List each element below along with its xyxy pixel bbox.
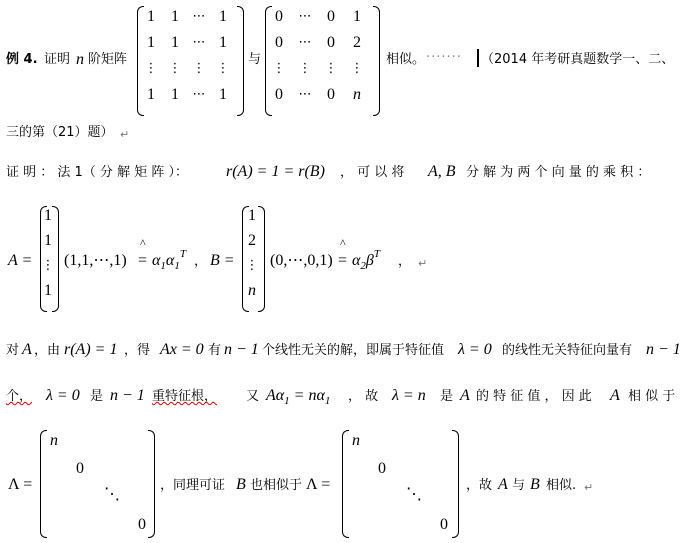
ddots: ⋱ [406,486,422,503]
matrix-cell: ⋯ [298,35,312,50]
matrix-cell: 1 [219,34,227,51]
matrix-cell: 1 [353,8,361,25]
ddots: ⋱ [104,486,120,503]
alpha1: $\alpha_1\alpha_1^T$ [152,248,186,272]
diag-zero: 0 [378,460,386,477]
math-b-eq: B = [210,252,235,269]
return-mark: ↵ [584,481,594,494]
matrix-cell: ⋮ [298,61,312,76]
math-rank: r(A) = 1 = r(B) [226,163,325,180]
matrix-cell: 0 [275,8,283,25]
matrix-cell: 1 [219,8,227,25]
text: 是 [440,389,454,404]
vector-cell: ⋮ [41,258,55,273]
vector-cell: 1 [44,282,52,299]
text: 相似。 [386,52,426,67]
hat-mark: ^ [340,236,346,250]
text: 阶矩阵 [88,52,128,67]
math-a-eq: A = [8,252,33,269]
math-b: B [530,476,540,493]
math-a: A [610,387,620,404]
matrix-cell: ⋯ [298,87,312,102]
return-mark: ↵ [120,128,130,141]
leader-dots: ······· [426,50,462,65]
diag-zero: 0 [76,460,84,477]
text: 的 特 征 值 ， 因 此 [476,389,592,404]
text: ， 可 以 将 [340,165,405,180]
matrix-cell: ⋯ [192,35,206,50]
row-vector-1: (1,1,⋯,1) [64,252,127,269]
math-n1: n − 1 [110,387,145,404]
matrix-cell: ⋮ [144,61,158,76]
matrix-cell: ⋮ [192,61,206,76]
text: ，同理可证 [160,478,226,493]
equals: = [338,252,348,269]
text: 相似. [546,478,577,493]
diag1-right-bracket [148,430,155,538]
matrix-cell: 0 [327,34,335,51]
source-note: （2014 年考研真题数学一、二、 [481,52,675,67]
text: 与 [248,52,262,67]
text: 又 [246,389,260,404]
diag-corner: 0 [440,516,448,533]
math-lambda-eq: Λ = [8,476,33,493]
text: 也相似于 [250,478,303,493]
matrix-cell: 1 [171,86,179,103]
math-a-alpha: $A\alpha_1 = n\alpha_1$ [266,387,331,407]
matrix-cell: 1 [171,8,179,25]
matrix-cell: 0 [275,34,283,51]
equals: = [138,252,148,269]
math-ab: A, B [428,163,456,180]
text: 的线性无关特征向量有 [502,343,633,358]
math-ax: Ax = 0 [160,341,204,358]
matrix-cell: ⋮ [272,61,286,76]
math-n1: n − 1 [646,341,681,358]
example-label: 例 4. [6,52,38,67]
text: 证 明 ： 法 1（ 分 解 矩 阵 ）： [6,165,188,180]
matrix-cell: ⋯ [298,9,312,24]
math-b: B [236,476,246,493]
text: 相 似 于 [628,389,676,404]
math-lambda-n: λ = n [392,387,426,404]
diag2-right-bracket [452,430,459,538]
diag1-left-bracket [40,430,47,538]
text: 对 [6,343,20,358]
math-a: A [498,476,508,493]
vector-cell: 1 [248,207,256,224]
text: ，故 [466,478,493,493]
matrix-cell: 1 [147,8,155,25]
text: 个线性无关的解，即属于特征值 [262,343,445,358]
math-ra: r(A) = 1 [64,341,118,358]
row-vector-2: (0,⋯,0,1) [270,252,333,269]
matrix-cell: 0 [327,86,335,103]
math-lambda-eq: Λ = [306,476,331,493]
vector-cell: 1 [44,232,52,249]
diag-n: n [50,432,58,449]
text: 证明 [44,52,71,67]
return-mark: ↵ [418,257,428,270]
vector-cell: 1 [44,207,52,224]
math-a: A [460,387,470,404]
text: ，由 [34,343,61,358]
math-lambda0: λ = 0 [458,341,492,358]
vector-cell: n [248,282,256,299]
math-a: A [22,341,32,358]
text: 是 [90,389,104,404]
text: ，得 [124,343,151,358]
text: ， 故 [348,389,379,404]
matrix-a-right-bracket [237,6,244,116]
matrix-cell: ⋮ [216,61,230,76]
text: 与 [512,478,526,493]
hat-mark: ^ [140,236,146,250]
math-n1: n − 1 [224,341,259,358]
matrix-cell: 1 [219,86,227,103]
alpha2-beta: $\alpha_2\beta^T$ [352,248,380,272]
matrix-cell: ⋮ [350,61,364,76]
text: 分 解 为 两 个 向 量 的 乘 积 ： [466,165,651,180]
math-lambda0: λ = 0 [46,387,80,404]
matrix-cell: 2 [353,34,361,51]
matrix-cell: 1 [147,86,155,103]
matrix-b-right-bracket [373,6,380,116]
text: 个， [6,389,33,404]
comma: ， [398,254,412,269]
matrix-cell: ⋯ [192,87,206,102]
vector-cell: 2 [248,232,256,249]
matrix-cell: ⋯ [192,9,206,24]
math-n: n [76,51,84,68]
matrix-cell: 0 [327,8,335,25]
comma: ， [194,254,208,269]
text: 有 [208,343,222,358]
text-cursor [477,49,479,67]
diag2-left-bracket [342,430,349,538]
matrix-cell: 1 [171,34,179,51]
vector-cell: ⋮ [245,258,259,273]
matrix-cell: ⋮ [168,61,182,76]
matrix-cell: 0 [275,86,283,103]
text: 重特征根， [152,389,218,404]
diag-corner: 0 [138,516,146,533]
matrix-cell: 1 [147,34,155,51]
matrix-cell: n [353,86,361,103]
diag-n: n [352,432,360,449]
source-note-cont: 三的第（21）题） [6,125,114,140]
matrix-cell: ⋮ [324,61,338,76]
